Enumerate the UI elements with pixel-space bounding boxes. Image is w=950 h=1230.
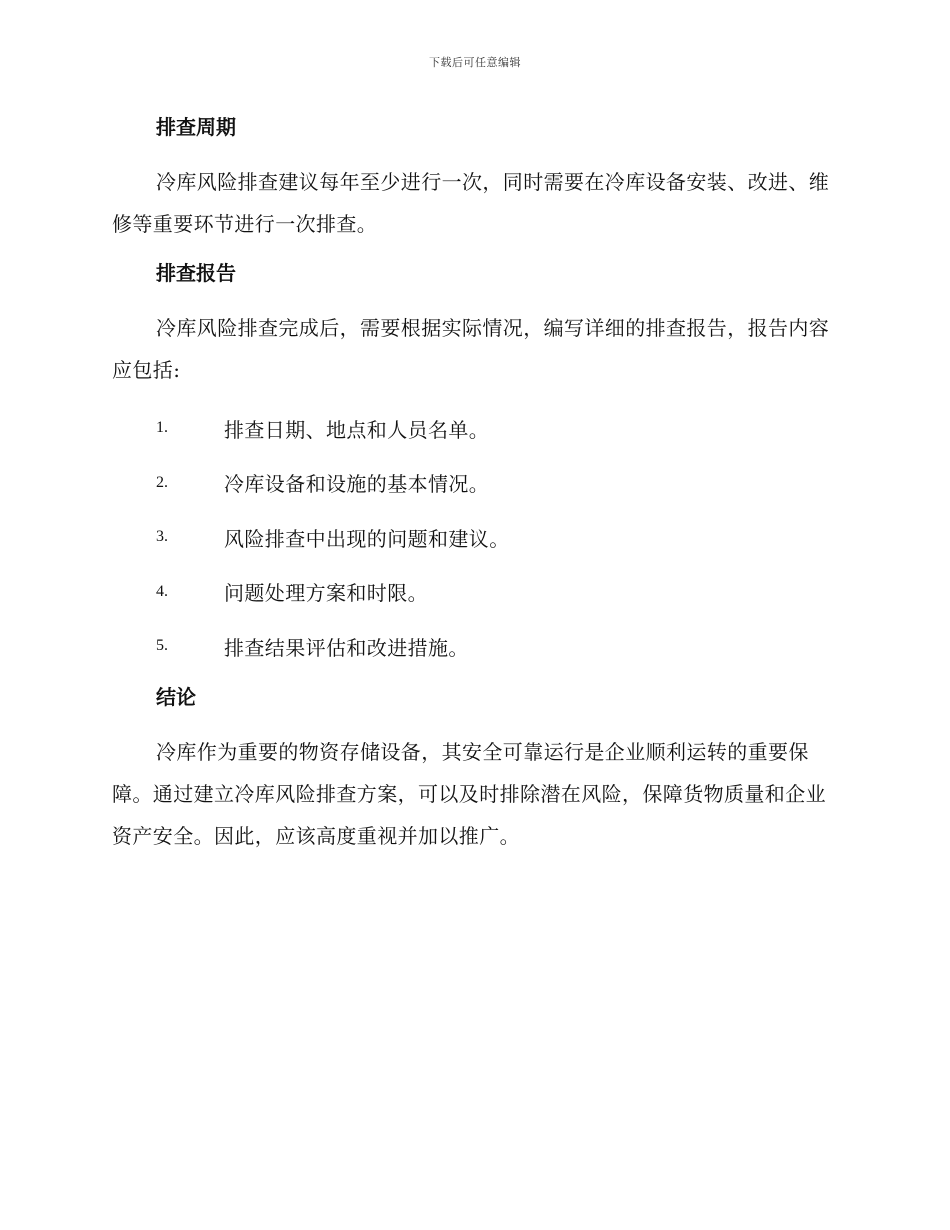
- page-header: 下载后可任意编辑: [429, 56, 521, 69]
- report-contents-list: [112, 401, 832, 674]
- document-body: [112, 110, 832, 857]
- section-heading-inspection-report: 排查报告: [156, 261, 236, 285]
- paragraph-inspection-cycle: 冷库风险排查建议每年至少进行一次，同时需要在冷库设备安装、改进、维修等重要环节进行一次排查。: [112, 170, 830, 236]
- list-item-number: 4.: [156, 582, 168, 600]
- paragraph-conclusion: 冷库作为重要的物资存储设备，其安全可靠运行是企业顺利运转的重要保障。通过建立冷库风险排查方案，可以及时排除潜在风险，保障货物质量和企业资产安全。因此，应该高度重视并加以推广。: [112, 739, 826, 848]
- list-item-text: 排查结果评估和改进措施。: [224, 635, 469, 660]
- list-item: [112, 565, 832, 620]
- list-item-text: 排查日期、地点和人员名单。: [224, 417, 490, 442]
- section-heading-conclusion: 结论: [156, 684, 196, 709]
- list-item-text: 风险排查中出现的问题和建议。: [224, 526, 510, 551]
- list-item-text: 问题处理方案和时限。: [224, 581, 428, 606]
- list-item-number: 5.: [156, 637, 168, 655]
- paragraph-inspection-report: 冷库风险排查完成后，需要根据实际情况，编写详细的排查报告，报告内容应包括:: [112, 316, 830, 382]
- list-item-text: 冷库设备和设施的基本情况。: [224, 472, 490, 497]
- list-item-number: 2.: [156, 473, 168, 491]
- list-item: [112, 456, 832, 511]
- list-item: [112, 510, 832, 565]
- list-item-number: 3.: [156, 528, 168, 546]
- list-item-number: 1.: [156, 419, 168, 437]
- list-item: [112, 401, 832, 456]
- section-heading-inspection-cycle: 排查周期: [156, 115, 236, 139]
- list-item: [112, 619, 832, 674]
